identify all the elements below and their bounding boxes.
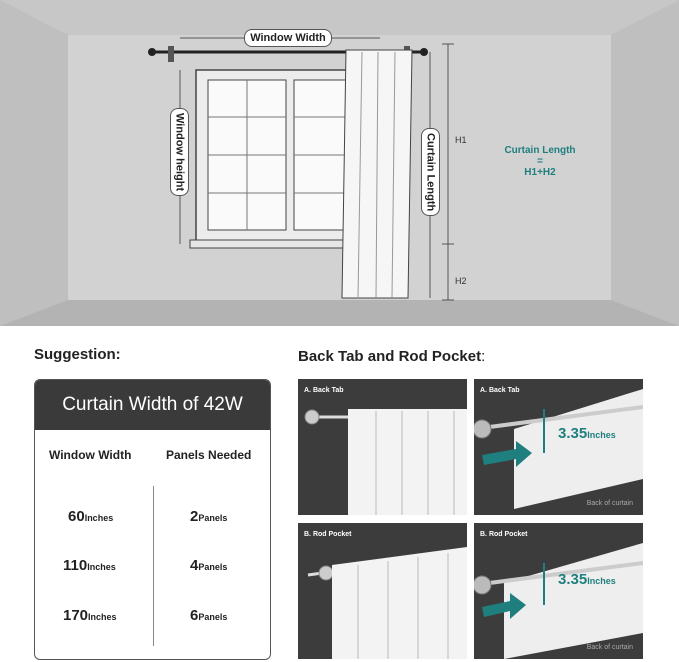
panel-label: B. Rod Pocket <box>304 531 352 538</box>
h1-label: H1 <box>455 135 467 145</box>
styles-heading: Back Tab and Rod Pocket: <box>298 348 486 365</box>
panel-label: A. Back Tab <box>304 387 344 394</box>
rod-pocket-front-drawing <box>298 523 467 659</box>
table-row-width: 170Inches <box>63 607 117 624</box>
room-illustration <box>0 0 679 326</box>
h2-label: H2 <box>455 276 467 286</box>
back-tab-detail-drawing <box>474 379 643 515</box>
back-tab-front-panel <box>298 379 467 515</box>
back-of-curtain-note: Back of curtain <box>586 644 633 651</box>
table-row-width: 60Inches <box>68 508 114 525</box>
rod-pocket-front-panel <box>298 523 467 659</box>
window-height-label: Window height <box>170 108 189 196</box>
curtain-length-label: Curtain Length <box>421 128 440 216</box>
suggestion-card <box>34 379 271 660</box>
formula-expression: H1+H2 <box>524 167 556 178</box>
rod-pocket-detail-drawing <box>474 523 643 659</box>
back-of-curtain-note: Back of curtain <box>586 500 633 507</box>
column-divider <box>153 486 154 646</box>
table-row-width: 110Inches <box>63 557 116 574</box>
back-tab-front-drawing <box>298 379 467 515</box>
measure-value: 3.35Inches <box>558 425 616 442</box>
table-row-panels: 4Panels <box>190 557 228 574</box>
table-row-panels: 6Panels <box>190 607 228 624</box>
panel-label: B. Rod Pocket <box>480 531 528 538</box>
table-row-panels: 2Panels <box>190 508 228 525</box>
column-header-panels-needed: Panels Needed <box>166 448 252 462</box>
formula-title: Curtain Length <box>504 145 576 156</box>
suggestion-heading: Suggestion: <box>34 346 121 363</box>
column-header-window-width: Window Width <box>49 448 132 462</box>
card-title: Curtain Width of 42W <box>35 380 270 430</box>
formula-equals: = <box>537 156 543 167</box>
measure-value: 3.35Inches <box>558 571 616 588</box>
panel-label: A. Back Tab <box>480 387 520 394</box>
back-tab-detail-panel <box>474 379 643 515</box>
rod-pocket-detail-panel <box>474 523 643 659</box>
window-width-label: Window Width <box>244 29 332 47</box>
curtain-length-formula <box>495 145 585 178</box>
